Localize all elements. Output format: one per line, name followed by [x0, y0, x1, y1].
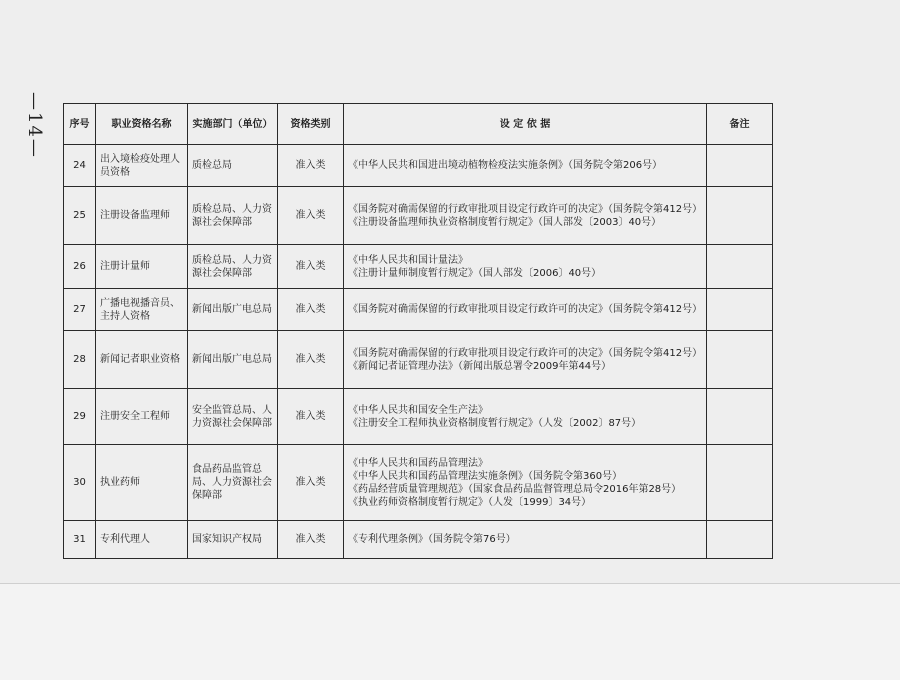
- page-number: —14—: [24, 92, 45, 159]
- table-row: [64, 445, 773, 521]
- basis-line: 《国务院对确需保留的行政审批项目设定行政许可的决定》（国务院令第412号）: [348, 203, 703, 215]
- row-dept: 新闻出版广电总局: [188, 331, 278, 389]
- header-name: 职业资格名称: [96, 104, 188, 145]
- row-remark: [707, 145, 773, 187]
- row-remark: [707, 521, 773, 559]
- basis-line: 《中华人民共和国进出境动植物检疫法实施条例》（国务院令第206号）: [348, 160, 663, 171]
- basis-line: 《注册计量师制度暂行规定》（国人部发〔2006〕40号）: [348, 267, 602, 279]
- row-basis: [344, 521, 707, 559]
- row-dept: 国家知识产权局: [188, 521, 278, 559]
- header-remark: 备注: [707, 104, 773, 145]
- row-no: 24: [64, 145, 96, 187]
- row-dept: 安全监管总局、人力资源社会保障部: [188, 389, 278, 445]
- qualification-table: [63, 103, 773, 559]
- row-name: 注册安全工程师: [96, 389, 188, 445]
- row-basis: [344, 331, 707, 389]
- row-dept: 质检总局: [188, 145, 278, 187]
- row-category: 准入类: [278, 187, 344, 245]
- table-row: [64, 145, 773, 187]
- row-name: 专利代理人: [96, 521, 188, 559]
- row-category: 准入类: [278, 245, 344, 289]
- row-remark: [707, 289, 773, 331]
- row-name: 出入境检疫处理人员资格: [96, 145, 188, 187]
- row-basis: [344, 445, 707, 521]
- row-category: 准入类: [278, 521, 344, 559]
- row-basis: [344, 187, 707, 245]
- row-dept: 新闻出版广电总局: [188, 289, 278, 331]
- table-row: [64, 521, 773, 559]
- row-remark: [707, 331, 773, 389]
- row-basis: [344, 245, 707, 289]
- row-no: 29: [64, 389, 96, 445]
- row-basis: [344, 389, 707, 445]
- basis-line: 《注册安全工程师执业资格制度暂行规定》（人发〔2002〕87号）: [348, 417, 642, 429]
- row-name: 执业药师: [96, 445, 188, 521]
- basis-line: 《中华人民共和国计量法》: [348, 254, 468, 266]
- row-remark: [707, 245, 773, 289]
- row-name: 广播电视播音员、主持人资格: [96, 289, 188, 331]
- header-basis: 设 定 依 据: [344, 104, 707, 145]
- row-dept: 质检总局、人力资源社会保障部: [188, 187, 278, 245]
- table-row: [64, 245, 773, 289]
- table-row: [64, 289, 773, 331]
- row-no: 26: [64, 245, 96, 289]
- table-row: [64, 389, 773, 445]
- basis-line: 《国务院对确需保留的行政审批项目设定行政许可的决定》（国务院令第412号）: [348, 304, 703, 315]
- table-row: [64, 187, 773, 245]
- basis-line: 《中华人民共和国安全生产法》: [348, 404, 488, 416]
- row-category: 准入类: [278, 289, 344, 331]
- row-no: 27: [64, 289, 96, 331]
- basis-line: 《专利代理条例》（国务院令第76号）: [348, 534, 516, 545]
- row-no: 28: [64, 331, 96, 389]
- basis-line: 《中华人民共和国药品管理法实施条例》（国务院令第360号）: [348, 470, 623, 482]
- row-basis: [344, 289, 707, 331]
- row-basis: [344, 145, 707, 187]
- row-category: 准入类: [278, 445, 344, 521]
- table-row: [64, 331, 773, 389]
- row-remark: [707, 445, 773, 521]
- row-category: 准入类: [278, 145, 344, 187]
- table-header-row: [64, 104, 773, 145]
- header-no: 序号: [64, 104, 96, 145]
- page-bottom-margin: [0, 583, 900, 680]
- header-dept: 实施部门（单位）: [188, 104, 278, 145]
- row-dept: 食品药品监管总局、人力资源社会保障部: [188, 445, 278, 521]
- row-name: 注册计量师: [96, 245, 188, 289]
- row-dept: 质检总局、人力资源社会保障部: [188, 245, 278, 289]
- row-no: 31: [64, 521, 96, 559]
- row-name: 新闻记者职业资格: [96, 331, 188, 389]
- row-category: 准入类: [278, 331, 344, 389]
- basis-line: 《中华人民共和国药品管理法》: [348, 457, 488, 469]
- row-no: 25: [64, 187, 96, 245]
- row-name: 注册设备监理师: [96, 187, 188, 245]
- row-no: 30: [64, 445, 96, 521]
- row-remark: [707, 187, 773, 245]
- basis-line: 《执业药师资格制度暂行规定》（人发〔1999〕34号）: [348, 496, 592, 508]
- basis-line: 《注册设备监理师执业资格制度暂行规定》（国人部发〔2003〕40号）: [348, 216, 662, 228]
- row-remark: [707, 389, 773, 445]
- header-category: 资格类别: [278, 104, 344, 145]
- basis-line: 《药品经营质量管理规范》（国家食品药品监督管理总局令2016年第28号）: [348, 483, 682, 495]
- basis-line: 《国务院对确需保留的行政审批项目设定行政许可的决定》（国务院令第412号）: [348, 347, 703, 359]
- basis-line: 《新闻记者证管理办法》（新闻出版总署令2009年第44号）: [348, 360, 612, 372]
- row-category: 准入类: [278, 389, 344, 445]
